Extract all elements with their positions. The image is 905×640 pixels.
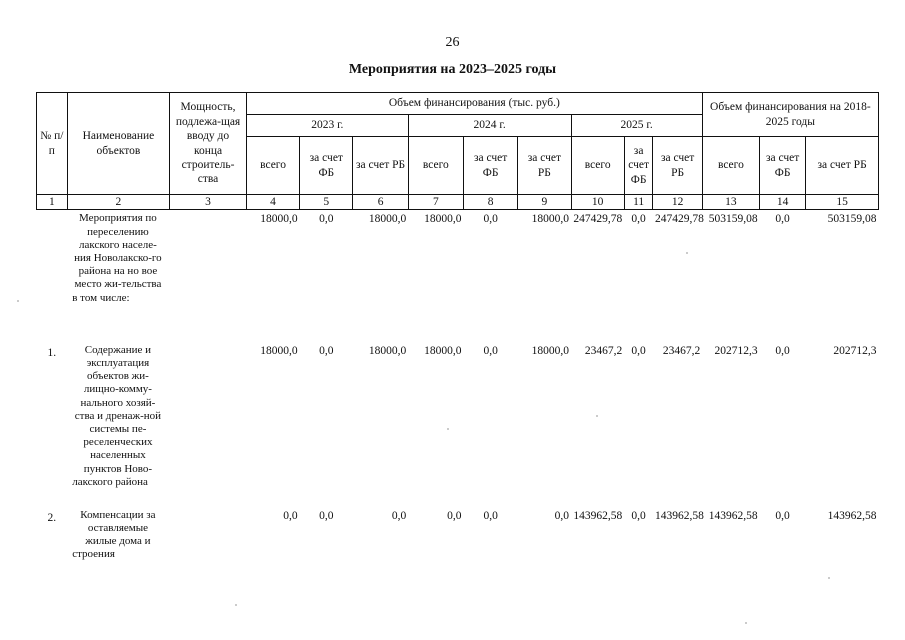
cell-value: 0,0 xyxy=(483,213,498,226)
header-rb: за счет РБ xyxy=(653,137,702,195)
scan-speck xyxy=(686,252,688,254)
table-row xyxy=(37,210,879,342)
row-name: Содержание и эксплуатация объектов жи-лищно-комму-нального хозяй-ства и дренаж-ной системы пе-реселенческих населенных пунктов Ново-лакского района xyxy=(72,343,162,488)
column-number: 13 xyxy=(702,195,759,210)
header-rb-total: за счет РБ xyxy=(806,137,879,195)
header-year-2024: 2024 г. xyxy=(408,115,571,137)
header-no: № п/п xyxy=(37,93,68,195)
funding-table xyxy=(36,92,879,571)
cell-value: 0,0 xyxy=(391,509,407,522)
cell-value: 0,0 xyxy=(631,344,646,357)
column-number: 4 xyxy=(246,195,299,210)
row-capacity xyxy=(170,210,247,342)
scan-speck xyxy=(447,428,449,430)
cell-value: 0,0 xyxy=(631,213,646,226)
cell-value: 202712,3 xyxy=(833,344,877,357)
cell-value: 23467,2 xyxy=(662,344,701,357)
header-total: всего xyxy=(246,137,299,195)
column-number: 8 xyxy=(464,195,518,210)
column-number: 3 xyxy=(170,195,247,210)
cell-value: 202712,3 xyxy=(714,344,758,357)
cell-value: 0,0 xyxy=(554,509,570,522)
scan-speck xyxy=(17,300,19,302)
cell-value: 143962,58 xyxy=(827,509,877,522)
row-name: Компенсации за оставляемые жилые дома и строения xyxy=(72,508,156,561)
table-row xyxy=(37,507,879,571)
header-fb: за счет ФБ xyxy=(624,137,653,195)
row-capacity xyxy=(170,507,247,571)
scan-speck xyxy=(235,604,237,606)
scan-speck xyxy=(745,622,747,624)
column-number: 11 xyxy=(624,195,653,210)
cell-value: 18000,0 xyxy=(368,344,407,357)
cell-value: 0,0 xyxy=(447,509,462,522)
header-total: всего xyxy=(702,137,759,195)
header-rb: за счет РБ xyxy=(518,137,571,195)
header-total: всего xyxy=(571,137,624,195)
header-rb: за счет РБ xyxy=(353,137,408,195)
row-number: 2. xyxy=(47,511,57,524)
cell-value: 0,0 xyxy=(319,213,334,226)
page-number: 26 xyxy=(445,35,460,50)
cell-value: 247429,78 xyxy=(573,213,623,226)
header-fb-total: за счет ФБ xyxy=(760,137,806,195)
scan-speck xyxy=(596,415,598,417)
cell-value: 0,0 xyxy=(319,344,334,357)
cell-value: 0,0 xyxy=(775,344,790,357)
row-number: 1. xyxy=(47,346,57,359)
header-total: всего xyxy=(408,137,463,195)
row-name: Мероприятия по переселению лакского населе-ния Новолакско-го района на но вое место жи-тельства в том числе: xyxy=(72,212,162,304)
cell-value: 18000,0 xyxy=(424,213,462,226)
header-fb: за счет ФБ xyxy=(300,137,353,195)
header-funding-total: Объем финансирования на 2018-2025 годы xyxy=(702,93,878,137)
cell-value: 143962,58 xyxy=(573,509,623,522)
column-number: 6 xyxy=(353,195,408,210)
header-funding: Объем финансирования (тыс. руб.) xyxy=(246,93,702,115)
cell-value: 0,0 xyxy=(483,509,498,522)
cell-value: 0,0 xyxy=(775,213,790,226)
column-number: 5 xyxy=(300,195,353,210)
page-title: Мероприятия на 2023–2025 годы xyxy=(348,62,557,77)
column-number: 10 xyxy=(571,195,624,210)
column-number: 12 xyxy=(653,195,702,210)
cell-value: 143962,58 xyxy=(708,509,758,522)
cell-value: 0,0 xyxy=(319,509,334,522)
cell-value: 0,0 xyxy=(631,509,646,522)
column-number: 9 xyxy=(518,195,571,210)
header-name: Наименование объектов xyxy=(67,93,169,195)
cell-value: 18000,0 xyxy=(531,344,570,357)
column-number: 2 xyxy=(67,195,169,210)
cell-value: 18000,0 xyxy=(368,213,407,226)
column-number: 14 xyxy=(760,195,806,210)
header-year-2023: 2023 г. xyxy=(246,115,408,137)
cell-value: 18000,0 xyxy=(260,213,298,226)
column-number: 1 xyxy=(37,195,68,210)
cell-value: 18000,0 xyxy=(424,344,462,357)
cell-value: 503159,08 xyxy=(827,213,877,226)
cell-value: 0,0 xyxy=(775,509,790,522)
header-year-2025: 2025 г. xyxy=(571,115,702,137)
column-number: 7 xyxy=(408,195,463,210)
scan-speck xyxy=(828,577,830,579)
cell-value: 18000,0 xyxy=(531,213,570,226)
row-number xyxy=(37,210,68,342)
cell-value: 247429,78 xyxy=(654,213,704,226)
header-fb: за счет ФБ xyxy=(464,137,518,195)
row-capacity xyxy=(170,342,247,507)
cell-value: 503159,08 xyxy=(708,213,758,226)
cell-value: 143962,58 xyxy=(654,509,704,522)
column-number: 15 xyxy=(806,195,879,210)
cell-value: 18000,0 xyxy=(260,344,298,357)
cell-value: 0,0 xyxy=(483,344,498,357)
cell-value: 0,0 xyxy=(283,509,298,522)
table-row xyxy=(37,342,879,507)
cell-value: 23467,2 xyxy=(584,344,623,357)
header-capacity: Мощность, подлежа-щая вводу до конца строитель-ства xyxy=(170,93,247,195)
